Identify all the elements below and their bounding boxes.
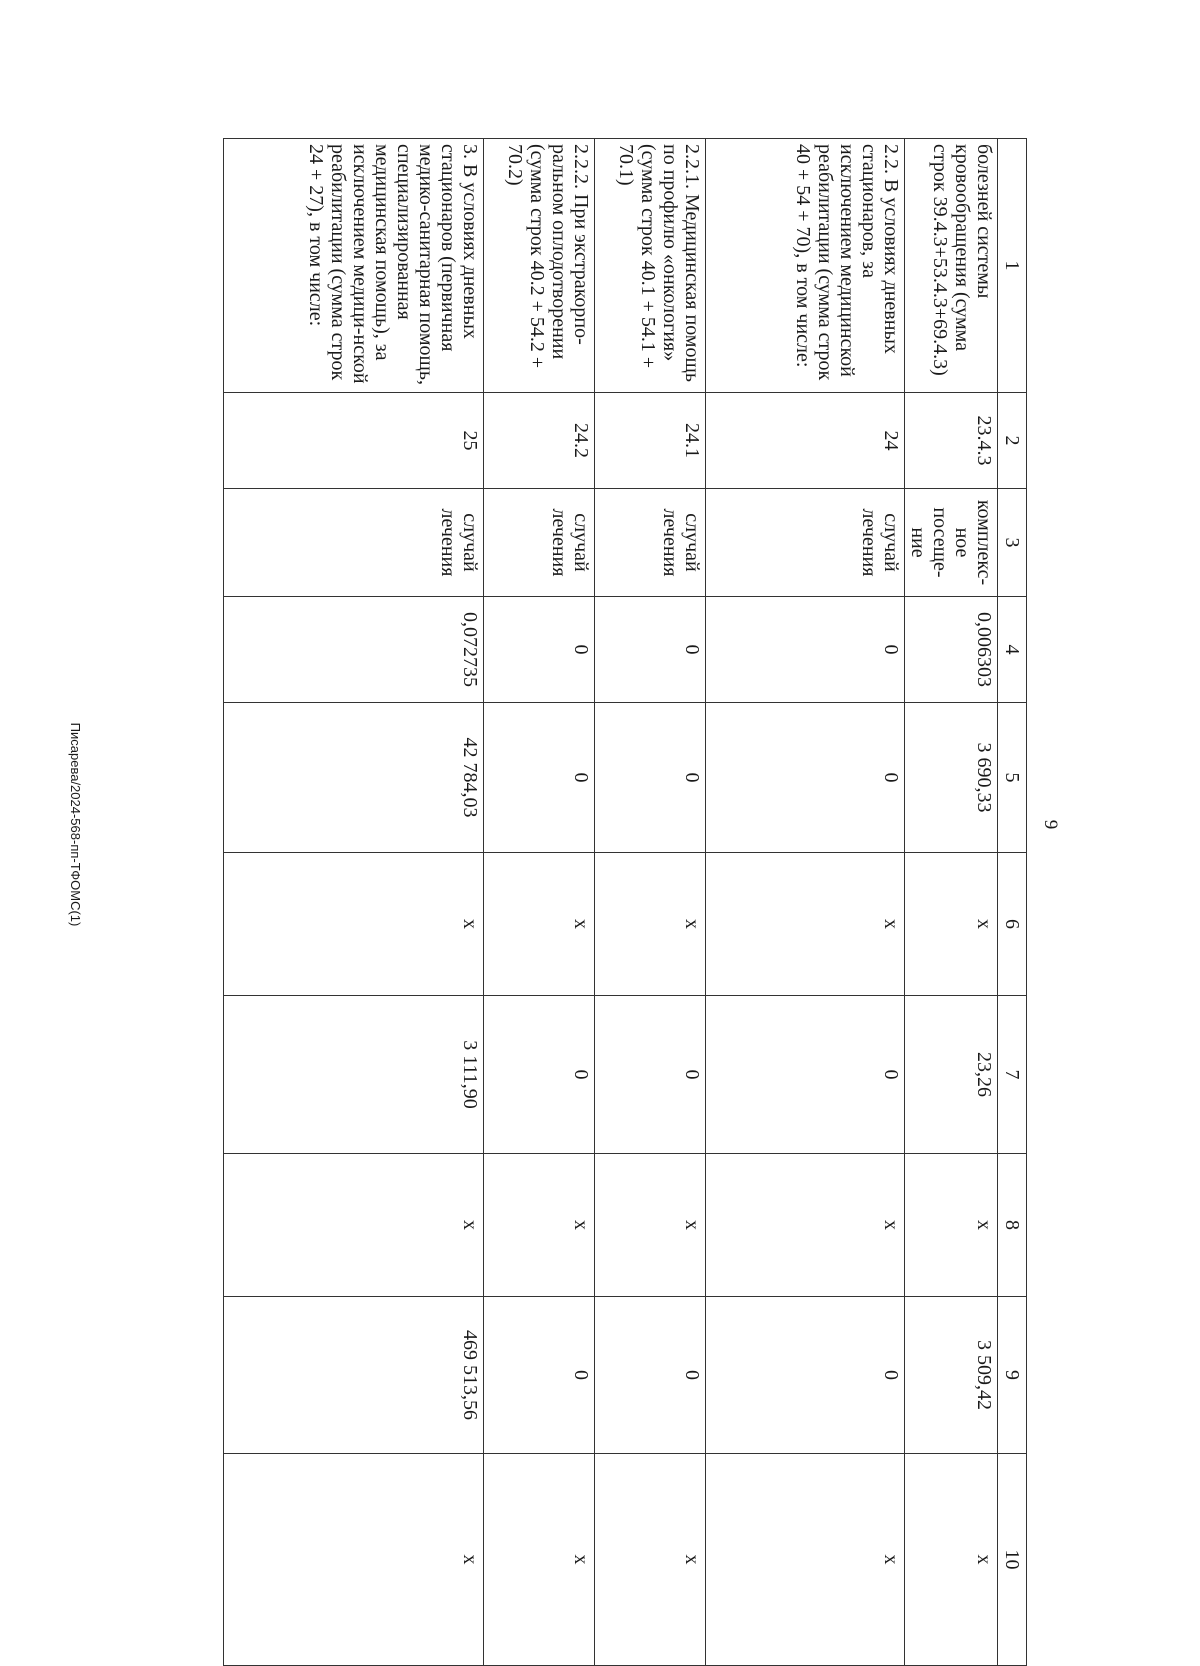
row-value: 0 bbox=[706, 996, 905, 1154]
row-code: 24 bbox=[706, 393, 905, 489]
row-value: x bbox=[905, 1454, 998, 1666]
row-unit: случай лечения bbox=[706, 489, 905, 597]
row-value: 0 bbox=[484, 703, 595, 853]
row-value: x bbox=[905, 853, 998, 996]
header-cell: 10 bbox=[998, 1454, 1027, 1666]
row-unit: комплекс-ное посеще-ние bbox=[905, 489, 998, 597]
header-cell: 5 bbox=[998, 703, 1027, 853]
row-value: x bbox=[905, 1154, 998, 1297]
row-code: 25 bbox=[224, 393, 484, 489]
header-cell: 6 bbox=[998, 853, 1027, 996]
row-name: 2.2. В условиях дневных стационаров, за исключением медицинской реабилитации (сумма строк 40 + 54 + 70), в том числе: bbox=[706, 139, 905, 393]
table-row bbox=[484, 139, 595, 1666]
row-name: 3. В условиях дневных стационаров (первичная медико-санитарная помощь, специализированная медицинская помощь), за исключением медици-нской реабилитации (сумма строк 24 + 27), в том числе: bbox=[224, 139, 484, 393]
row-code: 23.4.3 bbox=[905, 393, 998, 489]
row-value: 0 bbox=[484, 996, 595, 1154]
table-row bbox=[905, 139, 998, 1666]
row-value: 3 111,90 bbox=[224, 996, 484, 1154]
header-cell: 8 bbox=[998, 1154, 1027, 1297]
page-number: 9 bbox=[1040, 819, 1061, 830]
row-code: 24.2 bbox=[484, 393, 595, 489]
row-value: 0,072735 bbox=[224, 597, 484, 703]
row-name: болезней системы кровообращения (сумма строк 39.4.3+53.4.3+69.4.3) bbox=[905, 139, 998, 393]
row-value: 23,26 bbox=[905, 996, 998, 1154]
row-value: 0 bbox=[595, 1297, 706, 1454]
header-row bbox=[998, 139, 1027, 1666]
row-value: 0 bbox=[595, 996, 706, 1154]
row-value: x bbox=[595, 1454, 706, 1666]
row-value: 0 bbox=[706, 1297, 905, 1454]
row-value: 0 bbox=[706, 597, 905, 703]
row-name: 2.2.2. При экстракорпо-ральном оплодотворении (сумма строк 40.2 + 54.2 + 70.2) bbox=[484, 139, 595, 393]
table-row bbox=[595, 139, 706, 1666]
row-value: 0 bbox=[595, 597, 706, 703]
row-value: x bbox=[224, 1454, 484, 1666]
row-unit: случай лечения bbox=[484, 489, 595, 597]
row-value: 3 509,42 bbox=[905, 1297, 998, 1454]
row-value: 3 690,33 bbox=[905, 703, 998, 853]
row-value: x bbox=[484, 1154, 595, 1297]
header-cell: 2 bbox=[998, 393, 1027, 489]
header-cell: 3 bbox=[998, 489, 1027, 597]
row-value: 469 513,56 bbox=[224, 1297, 484, 1454]
row-value: x bbox=[224, 1154, 484, 1297]
row-value: 0,006303 bbox=[905, 597, 998, 703]
row-unit: случай лечения bbox=[595, 489, 706, 597]
row-value: 0 bbox=[484, 597, 595, 703]
row-value: x bbox=[224, 853, 484, 996]
row-unit: случай лечения bbox=[224, 489, 484, 597]
row-value: x bbox=[706, 1454, 905, 1666]
table-row bbox=[224, 139, 484, 1666]
data-table bbox=[223, 138, 1027, 1666]
row-value: x bbox=[706, 853, 905, 996]
header-cell: 1 bbox=[998, 139, 1027, 393]
row-value: x bbox=[595, 853, 706, 996]
row-value: x bbox=[484, 1454, 595, 1666]
header-cell: 9 bbox=[998, 1297, 1027, 1454]
row-value: x bbox=[706, 1154, 905, 1297]
row-code: 24.1 bbox=[595, 393, 706, 489]
row-value: x bbox=[484, 853, 595, 996]
row-name: 2.2.1. Медицинская помощь по профилю «онкология» (сумма строк 40.1 + 54.1 + 70.1) bbox=[595, 139, 706, 393]
row-value: 42 784,03 bbox=[224, 703, 484, 853]
header-cell: 7 bbox=[998, 996, 1027, 1154]
row-value: 0 bbox=[706, 703, 905, 853]
row-value: 0 bbox=[595, 703, 706, 853]
header-cell: 4 bbox=[998, 597, 1027, 703]
row-value: x bbox=[595, 1154, 706, 1297]
table-row bbox=[706, 139, 905, 1666]
row-value: 0 bbox=[484, 1297, 595, 1454]
document-id-label: Писарева/2024-568-пп-ТФОМС(1) bbox=[68, 722, 83, 927]
